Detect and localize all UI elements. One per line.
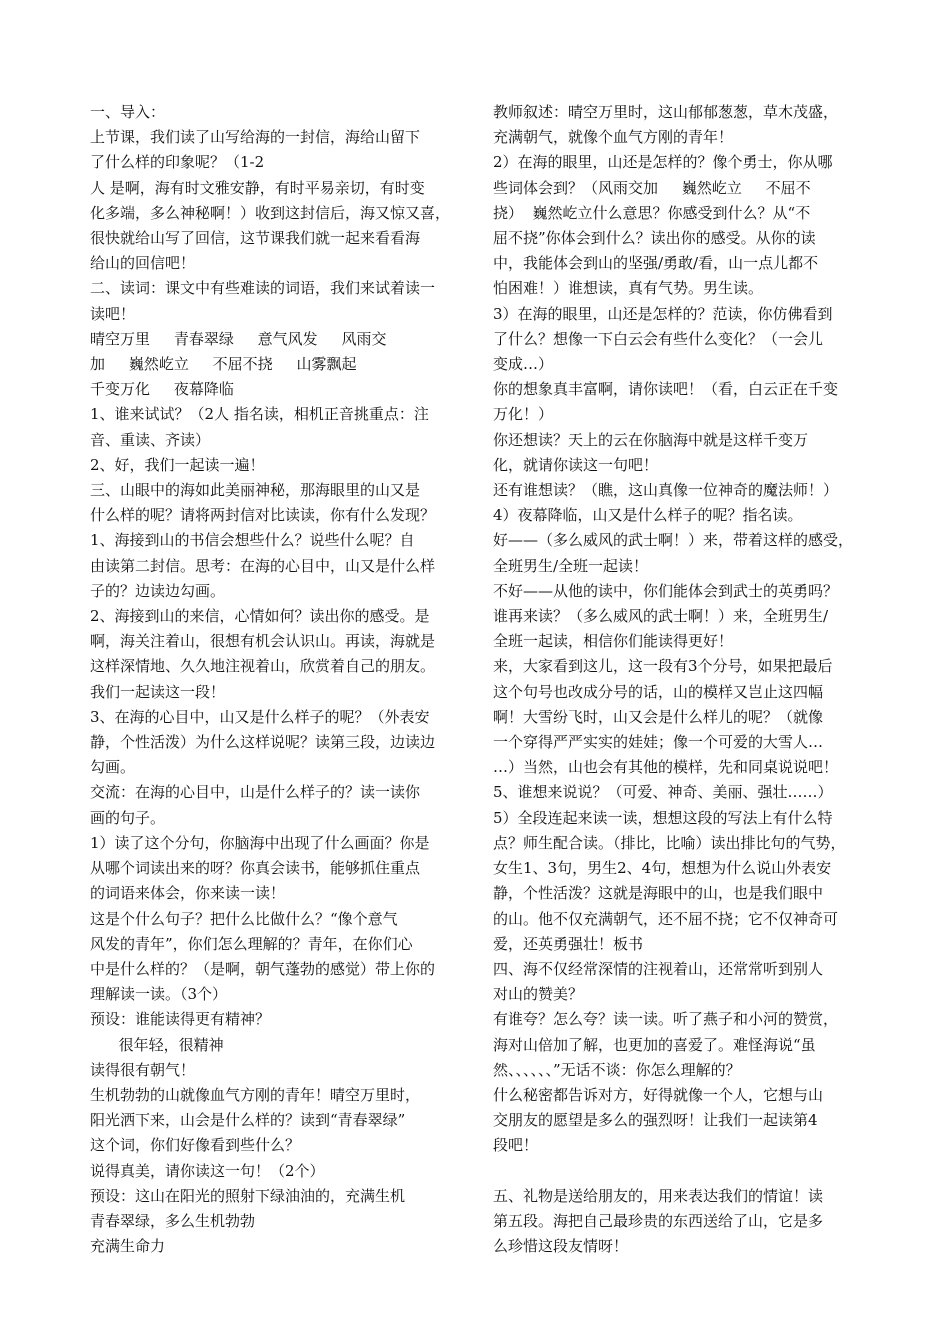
right-column-line: 谁再来读？（多么威风的武士啊！）来，全班男生/ (493, 607, 829, 626)
right-column-line: 充满朝气，就像个血气方刚的青年！ (493, 128, 734, 147)
left-column-line: 2、好，我们一起读一遍！ (90, 455, 265, 474)
left-column-line: 预设：这山在阳光的照射下绿油油的，充满生机 (90, 1186, 406, 1205)
right-column-line: 些词体会到？（风雨交加 巍然屹立 不屈不 (493, 178, 811, 197)
left-column-line: 青春翠绿，多么生机勃勃 (90, 1211, 256, 1230)
left-column-line: 人 是啊，海有时文雅安静，有时平易亲切，有时变 (90, 178, 425, 197)
right-column-line: 4）夜幕降临，山又是什么样子的呢？指名读。 (493, 506, 803, 525)
left-column-line: 什么样的呢？请将两封信对比读读，你有什么发现？ (90, 506, 436, 525)
left-column-line: 1、海接到山的书信会想些什么？说些什么呢？自 (90, 531, 415, 550)
left-column-line: 阳光洒下来，山会是什么样的？读到“青春翠绿” (90, 1111, 406, 1130)
right-column-line: 教师叙述：晴空万里时，这山郁郁葱葱，草木茂盛， (493, 103, 839, 121)
right-column-line: 交朋友的愿望是多么的强烈呀！让我们一起读第4 (493, 1111, 818, 1130)
left-column-line: 这个词，你们好像看到些什么？ (90, 1136, 301, 1155)
right-column-line: 5）全段连起来读一读，想想这段的写法上有什么特 (493, 808, 833, 827)
left-column-line: 由读第二封信。思考：在海的心目中，山又是什么样 (90, 556, 436, 575)
right-column-line: 还有谁想读？（瞧，这山真像一位神奇的魔法师！） (493, 481, 839, 500)
left-column-line: 子的？边读边勾画。 (90, 581, 226, 600)
right-column-line: 五、礼物是送给朋友的，用来表达我们的情谊！读 (493, 1186, 824, 1205)
right-column-line: 段吧！ (493, 1136, 539, 1155)
left-column-line: 千变万化 夜幕降临 (90, 380, 234, 399)
right-column-line: 点？师生配合读。（排比，比喻）读出排比句的气势， (493, 833, 846, 852)
right-column-line (493, 1159, 875, 1184)
right-column-line: 海对山倍加了解，也更加的喜爱了。难怪海说“虽 (493, 1035, 816, 1054)
left-column-line: 静，个性活泼）为什么这样说呢？读第三段，边读边 (90, 733, 436, 752)
right-column-line: 女生1、3句，男生2、4句，想想为什么说山外表安 (493, 859, 832, 878)
left-column-line: 充满生命力 (90, 1237, 166, 1256)
left-column-line: 了什么样的印象呢？（1-2 (90, 153, 265, 172)
left-column-line: 的词语来体会，你来读一读！ (90, 884, 286, 903)
left-column-line: 2、海接到山的来信，心情如何？读出你的感受。是 (90, 607, 430, 626)
right-column-line: …）当然，山也会有其他的模样，先和同桌说说吧！ (493, 758, 839, 777)
right-column-line: 2）在海的眼里，山还是怎样的？像个勇士，你从哪 (493, 153, 833, 172)
left-column-line: 这是个什么句子？把什么比做什么？“像个意气 (90, 909, 398, 928)
right-column-line: 中，我能体会到山的坚强/勇敢/看，山一点儿都不 (493, 254, 819, 273)
left-column-line: 读吧！ (90, 304, 136, 323)
left-column-line: 读得很有朝气！ (90, 1060, 196, 1079)
right-column-line: 有谁夸？怎么夸？读一读。听了燕子和小河的赞赏， (493, 1010, 839, 1029)
right-column-line: 爱，还英勇强壮！板书 (493, 934, 644, 953)
right-column-line: 屈不挠”你体会到什么？读出你的感受。从你的读 (493, 229, 816, 248)
right-text-column (493, 100, 875, 1259)
left-column-line: 化多端，多么神秘啊！）收到这封信后，海又惊又喜， (90, 203, 451, 222)
left-column-line: 1）读了这个分句，你脑海中出现了什么画面？你是 (90, 833, 430, 852)
right-column-line: 四、海不仅经常深情的注视着山，还常常听到别人 (493, 959, 824, 978)
left-column-line: 从哪个词读出来的呀？你真会读书，能够抓住重点 (90, 859, 421, 878)
left-column-line: 晴空万里 青春翠绿 意气风发 风雨交 (90, 329, 387, 348)
left-column-line: 交流：在海的心目中，山是什么样子的？读一读你 (90, 783, 421, 802)
right-column-line: 万化！） (493, 405, 554, 424)
right-column-line: 全班男生/全班一起读！ (493, 556, 649, 575)
left-column-line: 上节课，我们读了山写给海的一封信，海给山留下 (90, 128, 421, 147)
right-column-line: 啊！大雪纷飞时，山又会是什么样儿的呢？（就像 (493, 707, 824, 726)
right-column-line: 么珍惜这段友情呀！ (493, 1237, 629, 1256)
right-column-line: 变成…） (493, 355, 554, 374)
right-column-line: 你还想读？天上的云在你脑海中就是这样千变万 (493, 430, 809, 449)
left-column-line: 画的句子。 (90, 808, 166, 827)
right-column-line: 一个穿得严严实实的娃娃；像一个可爱的大雪人… (493, 733, 824, 752)
left-column-line: 二、读词：课文中有些难读的词语，我们来试着读一 (90, 279, 436, 298)
right-column-line: 的山。他不仅充满朝气，还不屈不挠；它不仅神奇可 (493, 909, 839, 928)
left-text-column (90, 100, 472, 1259)
left-column-line: 3、在海的心目中，山又是什么样子的呢？（外表安 (90, 707, 430, 726)
left-column-line: 中是什么样的？（是啊，朝气蓬勃的感觉）带上你的 (90, 959, 436, 978)
right-column-line: 你的想象真丰富啊，请你读吧！（看，白云正在千变 (493, 380, 839, 399)
left-column-line: 给山的回信吧！ (90, 254, 196, 273)
left-column-line: 一、导入： (90, 103, 166, 121)
right-column-line: 这个句号也改成分号的话，山的模样又岂止这四幅 (493, 682, 824, 701)
right-column-line: 挠） 巍然屹立什么意思？你感受到什么？从“不 (493, 203, 811, 222)
left-column-line: 勾画。 (90, 758, 136, 777)
right-column-line: 对山的赞美？ (493, 985, 584, 1004)
left-column-line: 预设：谁能读得更有精神？ (90, 1010, 271, 1029)
right-column-line: 不好——从他的读中，你们能体会到武士的英勇吗？ (493, 581, 839, 600)
left-column-line: 生机勃勃的山就像血气方刚的青年！晴空万里时， (90, 1085, 421, 1104)
right-column-line: 静，个性活泼？这就是海眼中的山，也是我们眼中 (493, 884, 824, 903)
left-column-line: 啊，海关注着山，很想有机会认识山。再读，海就是 (90, 632, 436, 651)
right-column-line: 5、谁想来说说？（可爱、神奇、美丽、强壮……） (493, 783, 833, 802)
left-column-line: 说得真美，请你读这一句！（2个） (90, 1161, 325, 1180)
right-column-line: 来，大家看到这儿，这一段有3个分号，如果把最后 (493, 657, 833, 676)
right-column-line: 第五段。海把自己最珍贵的东西送给了山，它是多 (493, 1211, 824, 1230)
left-column-line: 三、山眼中的海如此美丽神秘，那海眼里的山又是 (90, 481, 421, 500)
left-column-line: 1、谁来试试？（2人 指名读，相机正音挑重点：注 (90, 405, 429, 424)
left-column-line: 理解读一读。（3个） (90, 985, 228, 1004)
left-column-line: 这样深情地、久久地注视着山，欣赏着自己的朋友。 (90, 657, 436, 676)
right-column-line: 什么秘密都告诉对方，好得就像一个人，它想与山 (493, 1085, 824, 1104)
right-column-line: 全班一起读，相信你们能读得更好！ (493, 632, 734, 651)
left-column-line: 音、重读、齐读） (90, 430, 211, 449)
left-column-line: 很快就给山写了回信，这节课我们就一起来看看海 (90, 229, 421, 248)
right-column-line: 好——（多么威风的武士啊！）来，带着这样的感受， (493, 531, 854, 550)
right-column-line: 化，就请你读这一句吧！ (493, 455, 659, 474)
left-column-line: 加 巍然屹立 不屈不挠 山雾飘起 (90, 355, 357, 374)
right-column-line: 3）在海的眼里，山还是怎样的？范读，你仿佛看到 (493, 304, 833, 323)
right-column-line: 怕困难！）谁想读，真有气势。男生读。 (493, 279, 764, 298)
left-column-line: 风发的青年”，你们怎么理解的？青年，在你们心 (90, 934, 413, 953)
left-column-line: 很年轻，很精神 (90, 1035, 224, 1054)
right-column-line: 然、、、、、、”无话不谈：你怎么理解的？ (493, 1060, 741, 1079)
left-column-line: 我们一起读这一段！ (90, 682, 226, 701)
right-column-line: 了什么？想像一下白云会有些什么变化？（一会儿 (493, 329, 824, 348)
